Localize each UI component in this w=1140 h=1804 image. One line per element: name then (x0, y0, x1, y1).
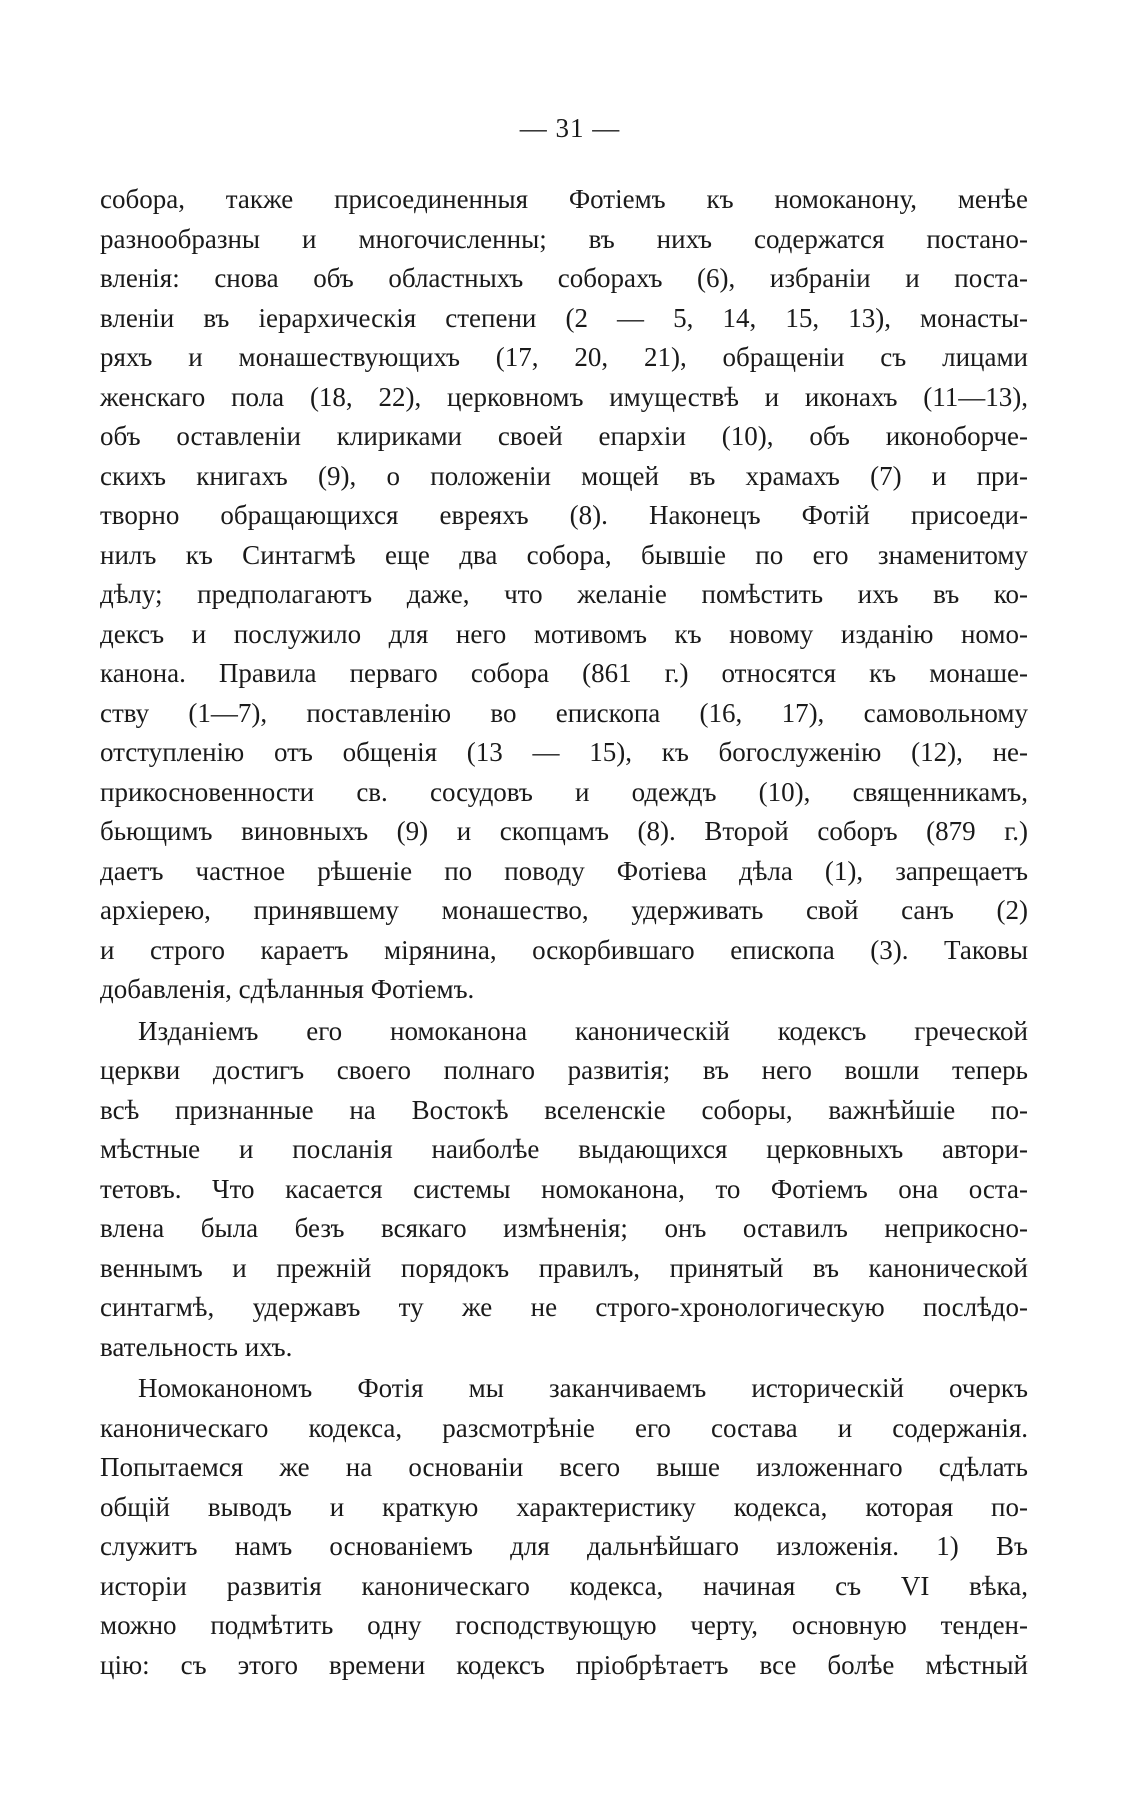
text-line: отступленію отъ общенія (13 — 15), къ богослуженію (12), не- (100, 737, 1028, 767)
paragraph-1 (100, 180, 1028, 1010)
text-line: всѣ признанные на Востокѣ вселенскіе соборы, важнѣйшіе по- (100, 1094, 1028, 1125)
text-line: даетъ частное рѣшеніе по поводу Фотіева дѣла (1), запрещаетъ (100, 855, 1028, 886)
text-line: исторіи развитія каноническаго кодекса, начиная съ VI вѣка, (100, 1570, 1028, 1601)
paragraph-2 (100, 1012, 1028, 1368)
text-line: объ оставленіи клириками своей епархіи (10), объ иконоборче- (100, 421, 1028, 451)
text-line: Попытаемся же на основаніи всего выше изложеннаго сдѣлать (100, 1452, 1028, 1482)
text-line: нилъ къ Синтагмѣ еще два собора, бывшіе по его знаменитому (100, 539, 1028, 570)
text-line: прикосновенности св. сосудовъ и одеждъ (10), священникамъ, (100, 776, 1028, 807)
text-line: ству (1—7), поставленію во епископа (16, 17), самовольному (100, 697, 1028, 728)
paragraph-3 (100, 1369, 1028, 1685)
text-line: добавленія, сдѣланныя Фотіемъ. (100, 974, 475, 1004)
text-line: каноническаго кодекса, разсмотрѣніе его состава и содержанія. (100, 1412, 1028, 1443)
text-line: и строго караетъ мірянина, оскорбившаго епископа (3). Таковы (100, 934, 1028, 965)
text-line: тетовъ. Что касается системы номоканона, то Фотіемъ она оста- (100, 1173, 1028, 1204)
text-line: скихъ книгахъ (9), о положеніи мощей въ храмахъ (7) и при- (100, 460, 1028, 491)
text-line: веннымъ и прежній порядокъ правилъ, принятый въ канонической (100, 1252, 1028, 1283)
text-line: общій выводъ и краткую характеристику кодекса, которая по- (100, 1491, 1028, 1522)
text-line: Номоканономъ Фотія мы заканчиваемъ историческій очеркъ (138, 1373, 1028, 1403)
text-line: можно подмѣтить одну господствующую черту, основную тенден- (100, 1610, 1028, 1640)
text-line: вленіи въ іерархическія степени (2 — 5, 14, 15, 13), монасты- (100, 302, 1028, 333)
text-line: дексъ и послужило для него мотивомъ къ новому изданію номо- (100, 618, 1028, 649)
body-text (100, 180, 1028, 1685)
text-line: влена была безъ всякаго измѣненія; онъ оставилъ неприкосно- (100, 1213, 1028, 1243)
text-line: синтагмѣ, удержавъ ту же не строго-хронологическую послѣдо- (100, 1292, 1028, 1322)
text-line: женскаго пола (18, 22), церковномъ имуществѣ и иконахъ (11—13), (100, 381, 1028, 412)
text-line: вательность ихъ. (100, 1331, 293, 1362)
page-number: — 31 — (519, 113, 621, 143)
text-line: церкви достигъ своего полнаго развитія; въ него вошли теперь (100, 1055, 1028, 1085)
text-line: собора, также присоединенныя Фотіемъ къ номоканону, менѣе (100, 184, 1028, 214)
text-line: мѣстные и посланія наиболѣе выдающихся церковныхъ автори- (100, 1134, 1028, 1164)
text-line: разнообразны и многочисленны; въ нихъ содержатся постано- (100, 223, 1028, 254)
text-line: служитъ намъ основаніемъ для дальнѣйшаго изложенія. 1) Въ (100, 1531, 1028, 1561)
text-line: дѣлу; предполагаютъ даже, что желаніе помѣстить ихъ въ ко- (100, 579, 1028, 609)
text-line: творно обращающихся евреяхъ (8). Наконецъ Фотій присоеди- (100, 500, 1028, 530)
text-line: архіерею, принявшему монашество, удерживать свой санъ (2) (100, 895, 1028, 925)
text-line: канона. Правила перваго собора (861 г.) относятся къ монаше- (100, 658, 1028, 688)
text-line: ряхъ и монашествующихъ (17, 20, 21), обращеніи съ лицами (100, 342, 1028, 372)
text-line: вленія: снова объ областныхъ соборахъ (6), избраніи и поста- (100, 263, 1028, 293)
text-line: Изданіемъ его номоканона каноническій кодексъ греческой (138, 1015, 1028, 1046)
text-line: цію: съ этого времени кодексъ пріобрѣтаетъ все болѣе мѣстный (100, 1649, 1028, 1680)
text-line: бьющимъ виновныхъ (9) и скопцамъ (8). Второй соборъ (879 г.) (100, 816, 1028, 846)
